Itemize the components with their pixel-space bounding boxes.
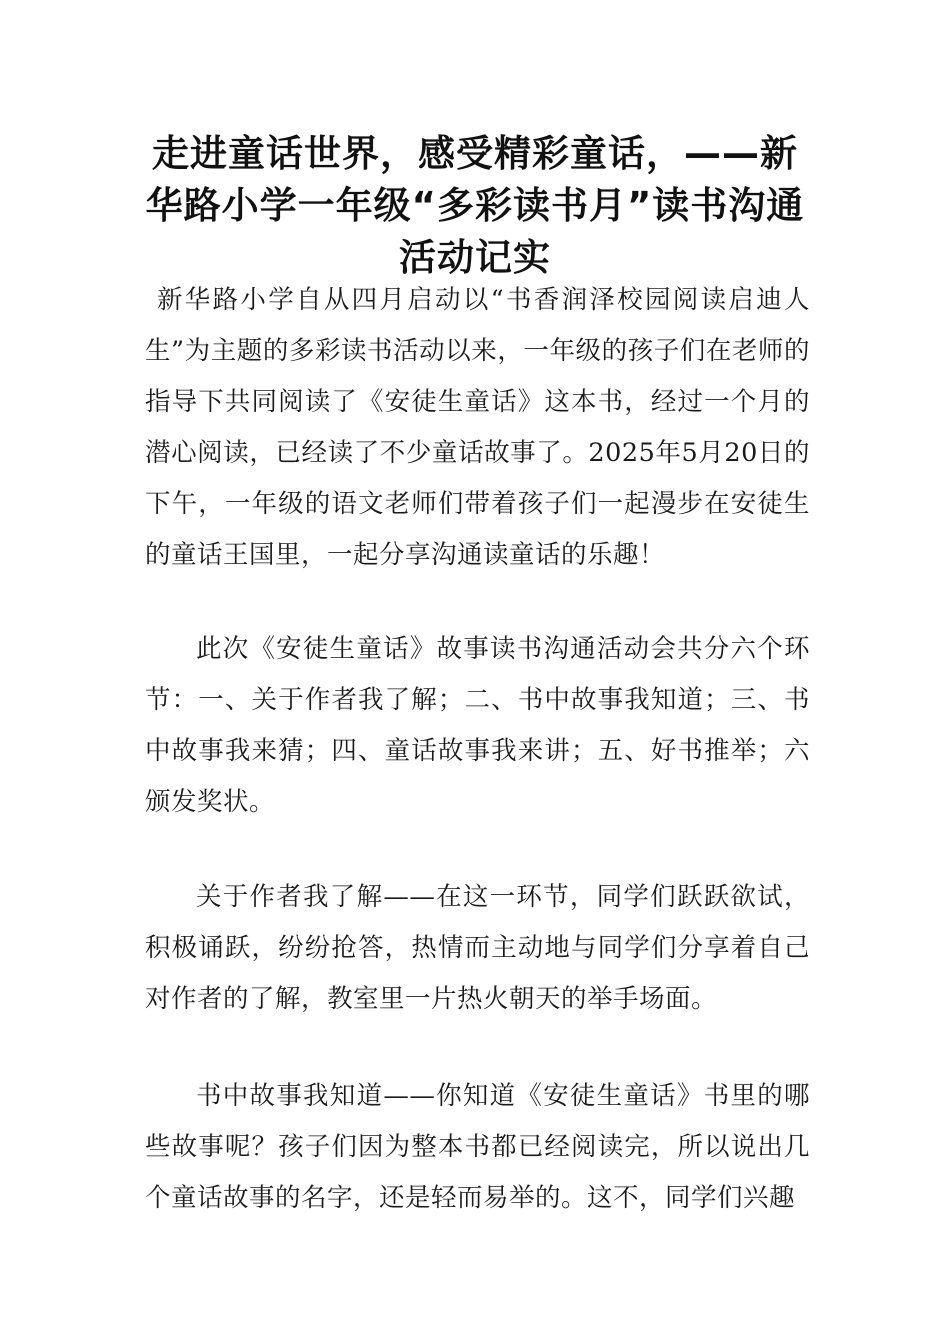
paragraph-intro: 新华路小学自从四月启动以“书香润泽校园阅读启迪人生”为主题的多彩读书活动以来，一年级的孩子们在老师的指导下共同阅读了《安徒生童话》这本书，经过一个月的潜心阅读，已经读了不少童话故事了。2025年5月20日的下午，一年级的语文老师们带着孩子们一起漫步在安徒生的童话王国里，一起分享沟通读童话的乐趣！ (145, 285, 810, 570)
paragraph-stories-section: 书中故事我知道——你知道《安徒生童话》书里的哪些故事呢？孩子们因为整本书都已经阅读完，所以说出几个童话故事的名字，还是轻而易举的。这不，同学们兴趣 (145, 1081, 810, 1213)
document-title: 走进童话世界，感受精彩童话，——新华路小学一年级“多彩读书月”读书沟通活动记实 (145, 132, 805, 279)
paragraph-author-section: 关于作者我了解——在这一环节，同学们跃跃欲试，积极诵跃，纷纷抢答，热情而主动地与同学们分享着自己对作者的了解，教室里一片热火朝天的举手场面。 (145, 882, 810, 1014)
paragraph-activity-sections: 此次《安徒生童话》故事读书沟通活动会共分六个环节：一、关于作者我了解；二、书中故事我知道；三、书中故事我来猜；四、童话故事我来讲；五、好书推举；六颁发奖状。 (145, 634, 810, 817)
